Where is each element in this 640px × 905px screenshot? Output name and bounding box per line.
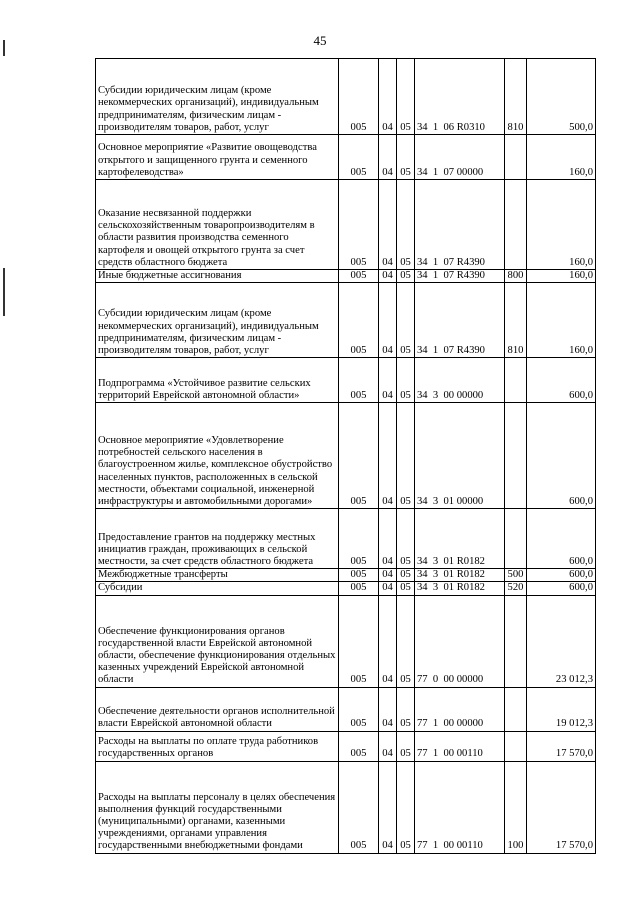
row-rz-cell: 04 [379, 569, 397, 582]
row-csr-cell: 34 1 07 R4390 [415, 283, 505, 358]
row-ved-cell: 005 [339, 358, 379, 403]
row-rz-cell: 04 [379, 358, 397, 403]
row-pr-cell: 05 [397, 569, 415, 582]
row-name-cell: Основное мероприятие «Развитие овощеводства открытого и защищенного грунта и семенного картофелеводства» [96, 135, 339, 180]
row-csr-cell: 34 1 07 R4390 [415, 270, 505, 283]
row-rz-cell: 04 [379, 59, 397, 135]
row-rz-cell: 04 [379, 582, 397, 595]
row-rz-cell: 04 [379, 595, 397, 687]
row-sum-cell: 23 012,3 [527, 595, 596, 687]
row-rz-cell: 04 [379, 270, 397, 283]
row-name-cell: Расходы на выплаты персоналу в целях обеспечения выполнения функций государственными (муниципальными) органами, казенными учреждениями, органами управления государственными внебюджетными фондами [96, 761, 339, 853]
row-name-cell: Субсидии юридическим лицам (кроме некоммерческих организаций), индивидуальным предпринимателям, физическим лицам - производителям товаров, работ, услуг [96, 283, 339, 358]
row-sum-cell: 500,0 [527, 59, 596, 135]
table-row [96, 135, 596, 180]
row-pr-cell: 05 [397, 358, 415, 403]
row-vr-cell [505, 509, 527, 569]
row-pr-cell: 05 [397, 270, 415, 283]
row-ved-cell: 005 [339, 59, 379, 135]
table-row [96, 595, 596, 687]
row-name-cell: Обеспечение деятельности органов исполнительной власти Еврейской автономной области [96, 687, 339, 731]
row-sum-cell: 600,0 [527, 358, 596, 403]
row-vr-cell: 800 [505, 270, 527, 283]
row-pr-cell: 05 [397, 403, 415, 509]
row-ved-cell: 005 [339, 180, 379, 270]
table-row [96, 687, 596, 731]
table-row [96, 731, 596, 761]
table-row [96, 59, 596, 135]
row-sum-cell: 160,0 [527, 135, 596, 180]
budget-table [95, 58, 596, 854]
row-ved-cell: 005 [339, 687, 379, 731]
table-row [96, 569, 596, 582]
row-ved-cell: 005 [339, 270, 379, 283]
row-csr-cell: 34 3 01 00000 [415, 403, 505, 509]
row-vr-cell [505, 595, 527, 687]
row-vr-cell [505, 135, 527, 180]
row-pr-cell: 05 [397, 582, 415, 595]
row-csr-cell: 77 1 00 00110 [415, 731, 505, 761]
row-ved-cell: 005 [339, 135, 379, 180]
row-rz-cell: 04 [379, 403, 397, 509]
row-sum-cell: 600,0 [527, 403, 596, 509]
row-rz-cell: 04 [379, 283, 397, 358]
table-row [96, 270, 596, 283]
row-sum-cell: 160,0 [527, 270, 596, 283]
scan-edge-mark [3, 268, 5, 316]
row-rz-cell: 04 [379, 687, 397, 731]
row-ved-cell: 005 [339, 403, 379, 509]
row-ved-cell: 005 [339, 509, 379, 569]
row-csr-cell: 77 1 00 00000 [415, 687, 505, 731]
budget-table-body [96, 59, 596, 854]
row-name-cell: Предоставление грантов на поддержку местных инициатив граждан, проживающих в сельской местности, за счет средств областного бюджета [96, 509, 339, 569]
row-vr-cell: 100 [505, 761, 527, 853]
row-name-cell: Межбюджетные трансферты [96, 569, 339, 582]
row-name-cell: Субсидии юридическим лицам (кроме некоммерческих организаций), индивидуальным предпринимателям, физическим лицам - производителям товаров, работ, услуг [96, 59, 339, 135]
row-sum-cell: 19 012,3 [527, 687, 596, 731]
row-pr-cell: 05 [397, 687, 415, 731]
row-vr-cell [505, 731, 527, 761]
row-csr-cell: 34 3 01 R0182 [415, 569, 505, 582]
row-ved-cell: 005 [339, 595, 379, 687]
row-vr-cell [505, 358, 527, 403]
table-row [96, 403, 596, 509]
row-vr-cell [505, 180, 527, 270]
row-sum-cell: 600,0 [527, 582, 596, 595]
row-vr-cell [505, 687, 527, 731]
row-vr-cell [505, 403, 527, 509]
row-sum-cell: 17 570,0 [527, 731, 596, 761]
row-pr-cell: 05 [397, 761, 415, 853]
row-pr-cell: 05 [397, 595, 415, 687]
page-number: 45 [313, 33, 327, 48]
row-pr-cell: 05 [397, 509, 415, 569]
row-name-cell: Основное мероприятие «Удовлетворение потребностей сельского населения в благоустроенном жилье, комплексное обустройство населенных пунктов, расположенных в сельской местности, объектами социальной, инженерной инфраструктуры и автомобильными дорогами» [96, 403, 339, 509]
row-pr-cell: 05 [397, 59, 415, 135]
row-name-cell: Обеспечение функционирования органов государственной власти Еврейской автономной области, обеспечение функционирования отдельных казенных учреждений Еврейской автономной области [96, 595, 339, 687]
row-name-cell: Подпрограмма «Устойчивое развитие сельских территорий Еврейской автономной области» [96, 358, 339, 403]
row-csr-cell: 34 1 07 R4390 [415, 180, 505, 270]
row-vr-cell: 520 [505, 582, 527, 595]
row-rz-cell: 04 [379, 180, 397, 270]
table-row [96, 180, 596, 270]
row-sum-cell: 160,0 [527, 283, 596, 358]
row-csr-cell: 34 1 06 R0310 [415, 59, 505, 135]
row-name-cell: Оказание несвязанной поддержки сельскохозяйственным товаропроизводителям в области развития производства семенного картофеля и овощей открытого грунта за счет средств областного бюджета [96, 180, 339, 270]
row-csr-cell: 77 1 00 00110 [415, 761, 505, 853]
row-csr-cell: 34 1 07 00000 [415, 135, 505, 180]
row-csr-cell: 34 3 00 00000 [415, 358, 505, 403]
row-pr-cell: 05 [397, 180, 415, 270]
row-ved-cell: 005 [339, 731, 379, 761]
row-sum-cell: 160,0 [527, 180, 596, 270]
row-ved-cell: 005 [339, 761, 379, 853]
table-row [96, 283, 596, 358]
row-rz-cell: 04 [379, 731, 397, 761]
row-vr-cell: 500 [505, 569, 527, 582]
row-sum-cell: 17 570,0 [527, 761, 596, 853]
row-rz-cell: 04 [379, 761, 397, 853]
row-csr-cell: 34 3 01 R0182 [415, 582, 505, 595]
row-vr-cell: 810 [505, 283, 527, 358]
row-pr-cell: 05 [397, 283, 415, 358]
row-csr-cell: 77 0 00 00000 [415, 595, 505, 687]
table-row [96, 509, 596, 569]
row-ved-cell: 005 [339, 569, 379, 582]
row-sum-cell: 600,0 [527, 509, 596, 569]
row-vr-cell: 810 [505, 59, 527, 135]
row-pr-cell: 05 [397, 135, 415, 180]
row-name-cell: Субсидии [96, 582, 339, 595]
row-name-cell: Расходы на выплаты по оплате труда работников государственных органов [96, 731, 339, 761]
row-ved-cell: 005 [339, 283, 379, 358]
row-csr-cell: 34 3 01 R0182 [415, 509, 505, 569]
table-row [96, 761, 596, 853]
row-pr-cell: 05 [397, 731, 415, 761]
row-rz-cell: 04 [379, 509, 397, 569]
row-name-cell: Иные бюджетные ассигнования [96, 270, 339, 283]
row-sum-cell: 600,0 [527, 569, 596, 582]
row-rz-cell: 04 [379, 135, 397, 180]
table-row [96, 582, 596, 595]
row-ved-cell: 005 [339, 582, 379, 595]
table-row [96, 358, 596, 403]
